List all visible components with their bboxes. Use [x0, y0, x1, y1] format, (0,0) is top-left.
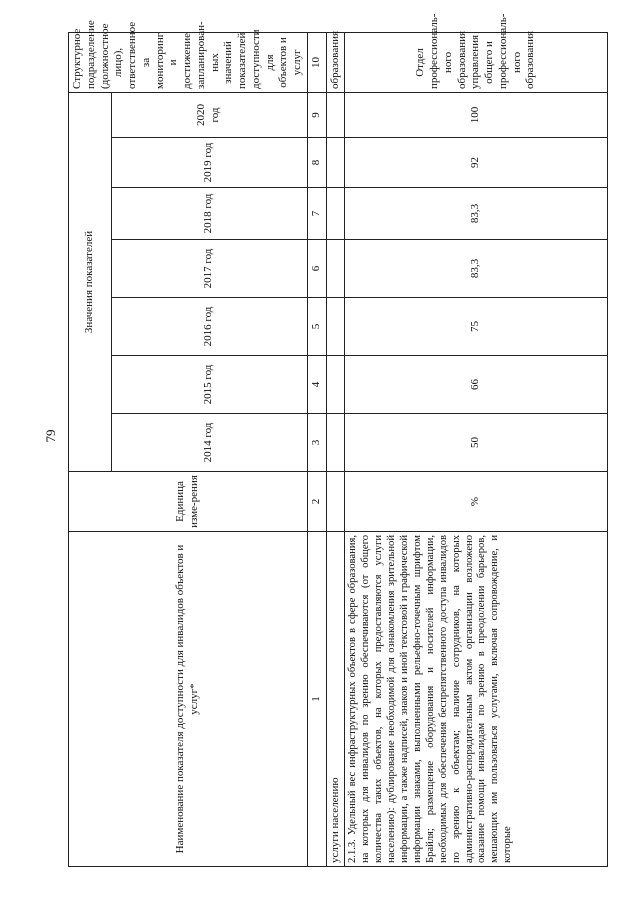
column-number: 6	[307, 240, 326, 298]
column-number: 8	[307, 138, 326, 188]
column-number: 3	[307, 414, 326, 472]
indicator-responsible: Отдел профессиональ-ного образования управления общего и профессиональ-ного образования	[345, 32, 608, 92]
header-year-2019: 2019 год	[111, 138, 307, 188]
page-number: 79	[43, 429, 58, 443]
value-2019: 92	[345, 138, 608, 188]
header-year-2017: 2017 год	[111, 240, 307, 298]
column-number: 5	[307, 298, 326, 356]
value-2018: 83,3	[345, 188, 608, 240]
column-number: 7	[307, 188, 326, 240]
header-year-2018: 2018 год	[111, 188, 307, 240]
column-number-row	[307, 32, 326, 866]
column-number: 9	[307, 92, 326, 137]
value-2016: 75	[345, 298, 608, 356]
value-2015: 66	[345, 356, 608, 414]
value-2020: 100	[345, 92, 608, 137]
column-number: 10	[307, 32, 326, 92]
header-year-2016: 2016 год	[111, 298, 307, 356]
header-year-2020: 2020 год	[111, 92, 307, 137]
indicator-name: 2.1.3. Удельный вес инфраструктурных объектов в сфере образования, на которых для инвалидов по зрению обеспечиваются (от общего количества таких объектов, на которых предоставляются услуги населению): дублирование необходимой для ознакомления зрительной информации, а также надписей, знаков и иной текстовой и графической информации знаками, выполненными рельефно-точечным шрифтом Брайля; размещение оборудования и носителей информации, необходимых для обеспечения беспрепятственного доступа инвалидов по зрению к объектам; наличие сотрудников, на которых административно-распорядительным актом организации возложено оказание помощи инвалидам по зрению в преодолении барьеров, мешающих им пользоваться услугами, включая сопровождение, и которые	[345, 532, 608, 867]
column-number: 1	[307, 532, 326, 867]
rotated-table-page	[68, 13, 608, 867]
value-2014: 50	[345, 414, 608, 472]
column-number: 4	[307, 356, 326, 414]
value-2017: 83,3	[345, 240, 608, 298]
continuation-name: услуги населению	[326, 532, 345, 867]
header-year-2015: 2015 год	[111, 356, 307, 414]
header-unit: Единица изме-рения	[69, 472, 308, 532]
indicator-row-2-1-3	[345, 32, 608, 866]
column-number: 2	[307, 472, 326, 532]
accessibility-indicators-table	[68, 13, 608, 867]
header-indicator-name: Наименование показателя доступности для инвалидов объектов и услуг*	[69, 532, 308, 867]
header-responsible: Структурное подразделение (должностное лицо), ответственное за мониторинг и достижение запланирован-ных значений показателей доступности для объектов и услуг	[69, 32, 308, 92]
continuation-row	[326, 32, 345, 866]
continuation-responsible: образования	[326, 32, 345, 92]
header-values-group: Значения показателей	[69, 92, 112, 471]
indicator-unit: %	[345, 472, 608, 532]
header-year-2014: 2014 год	[111, 414, 307, 472]
